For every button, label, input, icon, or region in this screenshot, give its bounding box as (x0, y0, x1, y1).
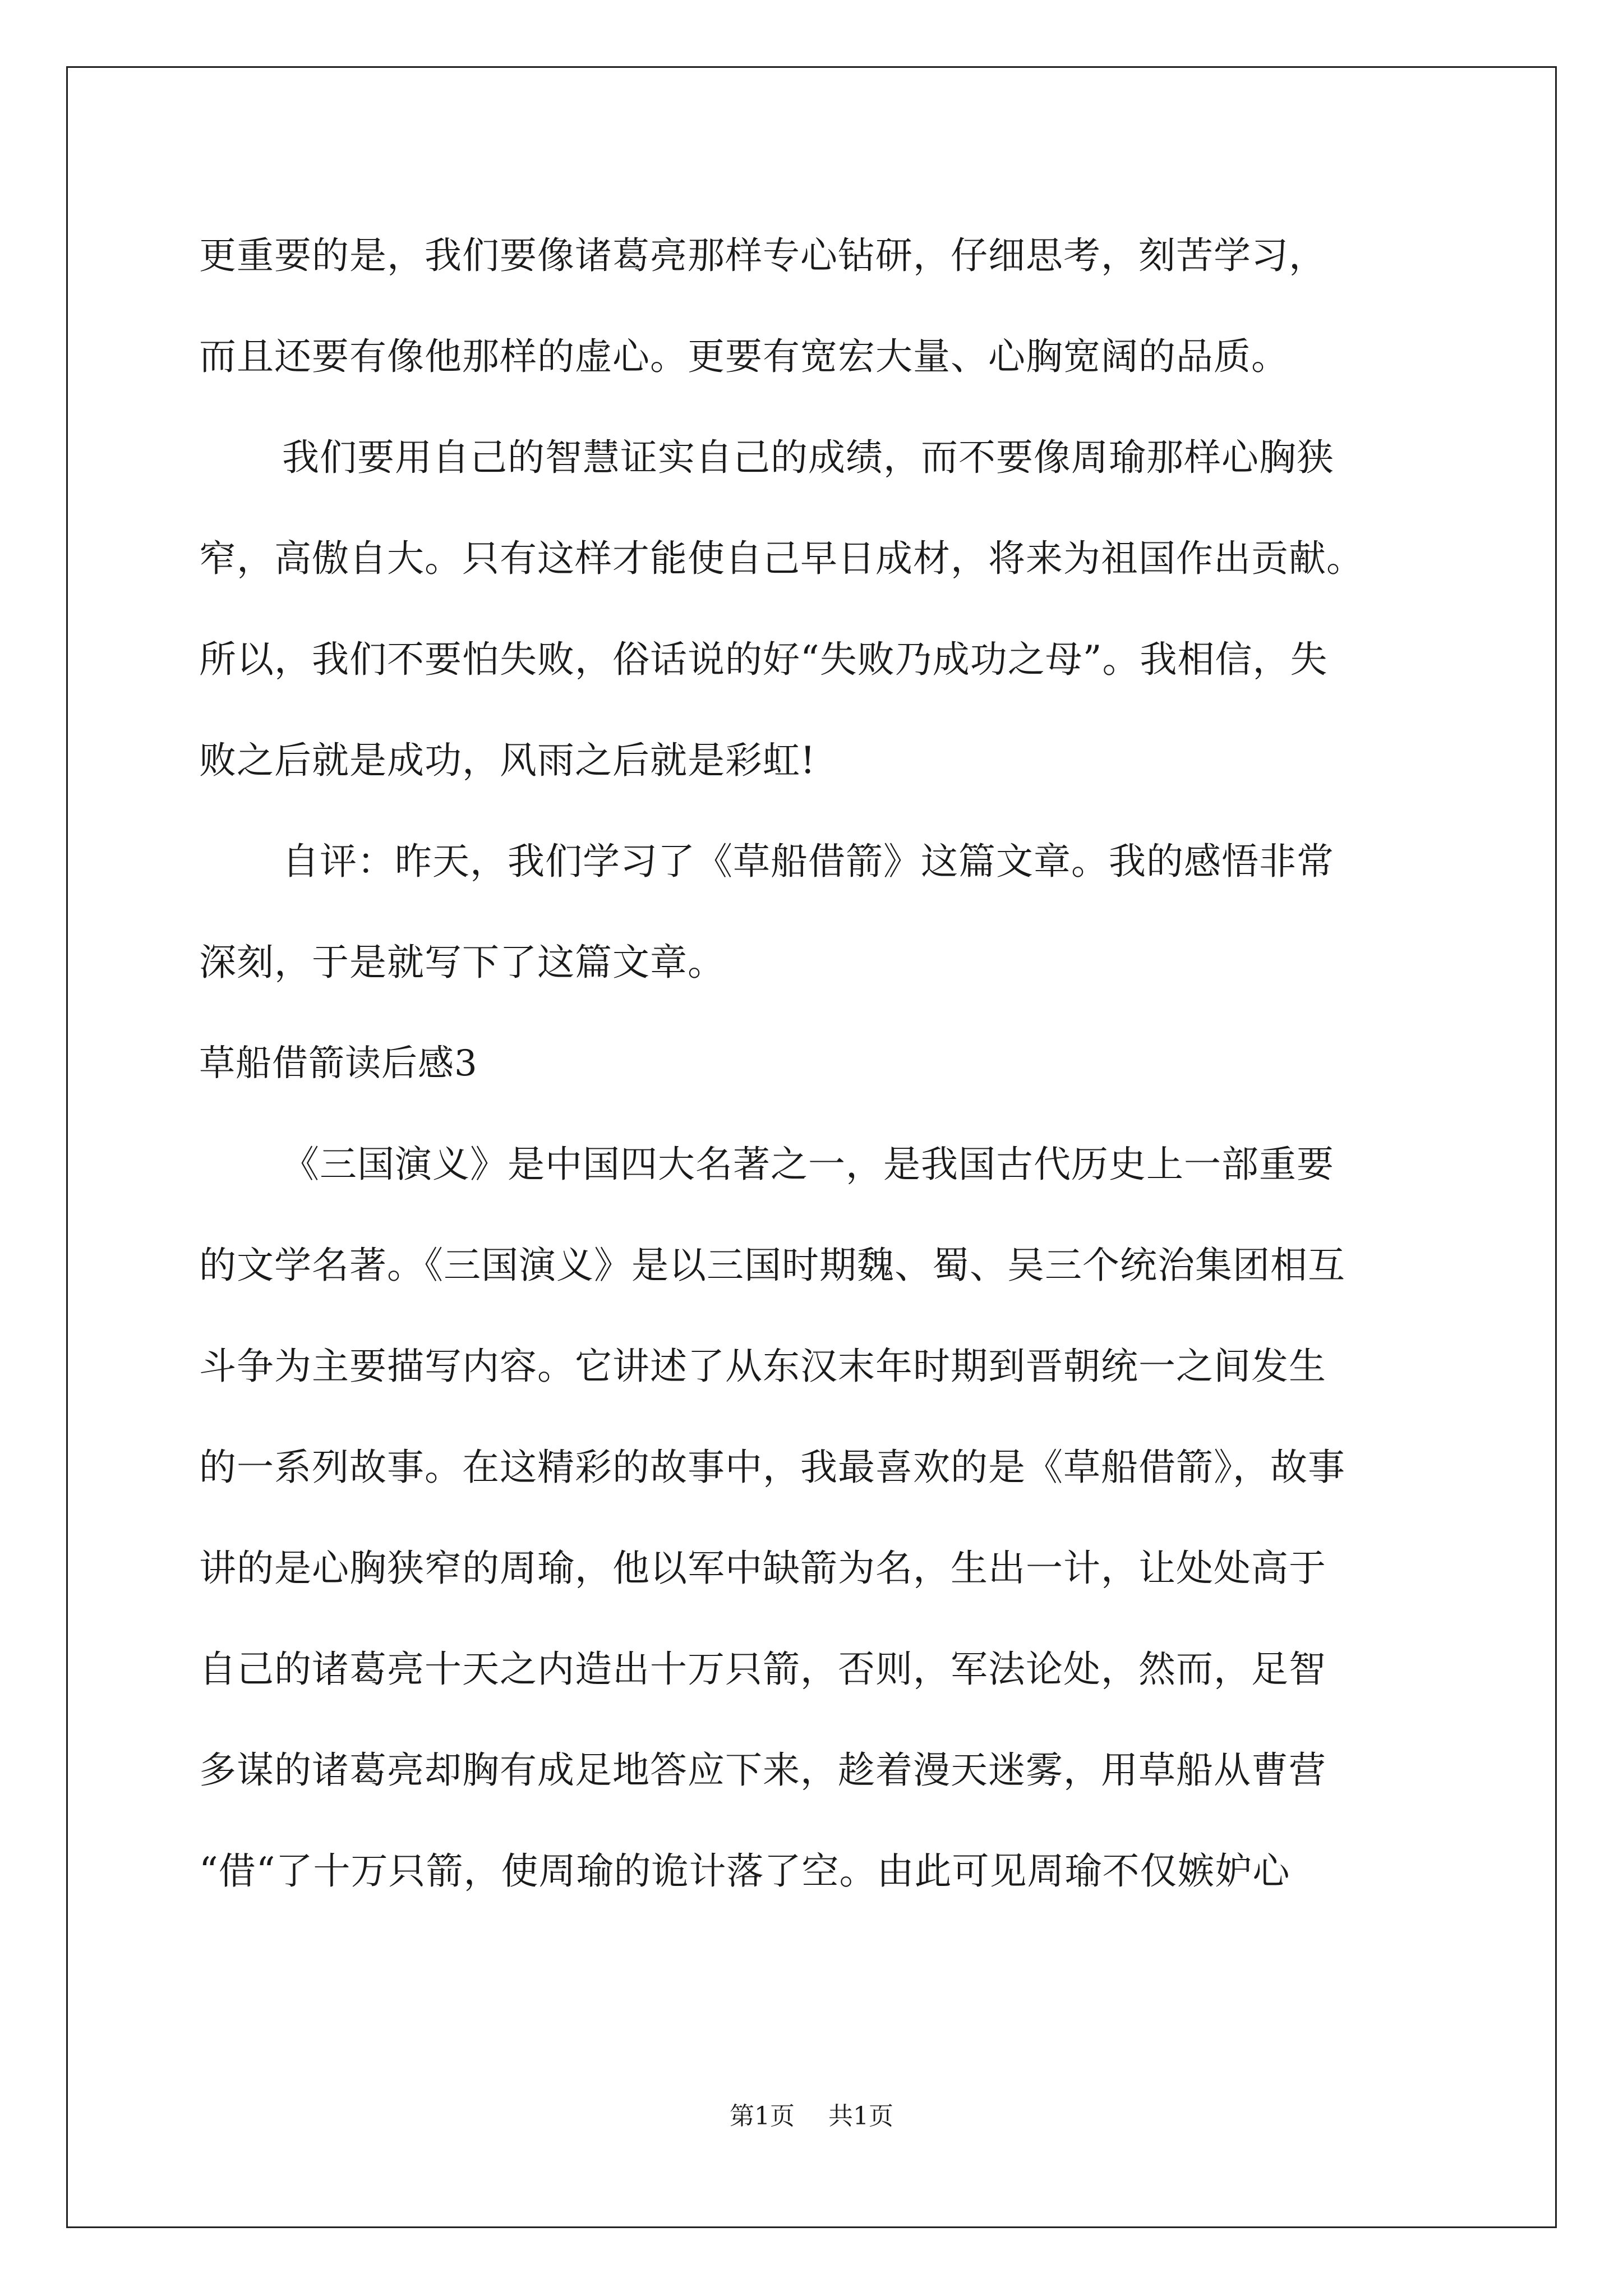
text-line: 的文学名著。《三国演义》是以三国时期魏、蜀、吴三个统治集团相互 (199, 1244, 1345, 1287)
paragraph-start-line: 《三国演义》是中国四大名著之一，是我国古代历史上一部重要 (282, 1143, 1334, 1186)
text-line: 深刻，于是就写下了这篇文章。 (199, 941, 725, 984)
text-line: 的一系列故事。在这精彩的故事中，我最喜欢的是《草船借箭》，故事 (199, 1446, 1345, 1489)
text-line: 讲的是心胸狭窄的周瑜，他以军中缺箭为名，生出一计，让处处高于 (199, 1547, 1326, 1590)
page-number: 第1页 (730, 2102, 795, 2131)
text-line: 多谋的诸葛亮却胸有成足地答应下来，趁着漫天迷雾，用草船从曹营 (199, 1749, 1326, 1792)
document-body (199, 205, 1438, 1922)
page-total: 共1页 (828, 2102, 893, 2131)
text-line: “借“了十万只箭，使周瑜的诡计落了空。由此可见周瑜不仅嫉妒心 (199, 1849, 1290, 1893)
text-line: 败之后就是成功，风雨之后就是彩虹! (199, 739, 816, 782)
section-heading: 草船借箭读后感3 (199, 1043, 478, 1084)
paragraph-start-line: 我们要用自己的智慧证实自己的成绩，而不要像周瑜那样心胸狭 (282, 436, 1334, 479)
text-line: 斗争为主要描写内容。它讲述了从东汉末年时期到晋朝统一之间发生 (199, 1345, 1326, 1388)
text-line: 更重要的是，我们要像诸葛亮那样专心钻研，仔细思考，刻苦学习， (199, 234, 1326, 277)
text-line: 窄，高傲自大。只有这样才能使自己早日成材，将来为祖国作出贡献。 (199, 537, 1364, 580)
page-footer (0, 2096, 1623, 2132)
paragraph-start-line: 自评：昨天，我们学习了《草船借箭》这篇文章。我的感悟非常 (282, 840, 1334, 883)
text-line: 所以，我们不要怕失败，俗话说的好“失败乃成功之母”。我相信，失 (199, 638, 1328, 681)
text-line: 自己的诸葛亮十天之内造出十万只箭，否则，军法论处，然而，足智 (199, 1648, 1326, 1691)
text-line: 而且还要有像他那样的虚心。更要有宽宏大量、心胸宽阔的品质。 (199, 335, 1289, 378)
